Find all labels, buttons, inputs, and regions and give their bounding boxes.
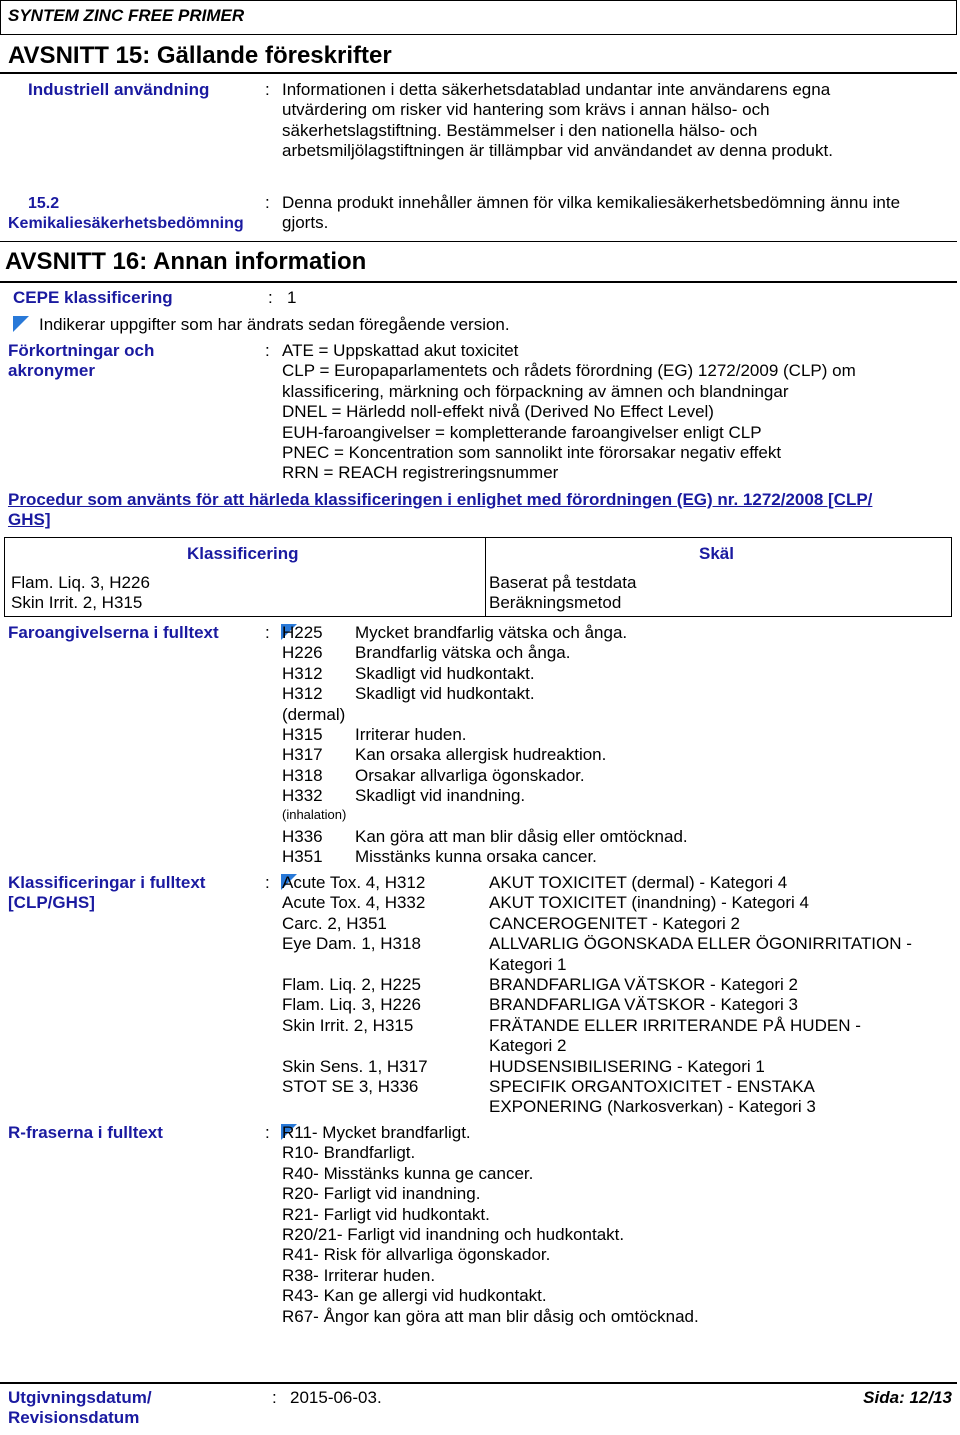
section16-divider xyxy=(0,241,957,242)
abbrev-item: ATE = Uppskattad akut toxicitet xyxy=(282,341,519,360)
class-desc: BRANDFARLIGA VÄTSKOR - Kategori 3 xyxy=(489,995,798,1015)
rphrase-item: R11- Mycket brandfarligt. xyxy=(282,1123,471,1142)
hazard-code: (inhalation) xyxy=(282,806,347,822)
hazard-item xyxy=(282,827,942,847)
class-code: Acute Tox. 4, H312 xyxy=(282,873,426,892)
label-line: Klassificeringar i fulltext xyxy=(8,873,206,892)
rphrase-item: R21- Farligt vid hudkontakt. xyxy=(282,1204,490,1224)
table-cell: Beräkningsmetod xyxy=(489,593,622,613)
colon: : xyxy=(265,623,270,642)
colon: : xyxy=(265,193,270,212)
class-code xyxy=(282,1036,489,1056)
abbrev-item: klassificering, märkning och förpackning av ämnen och blandningar xyxy=(282,381,789,401)
class-item xyxy=(282,1057,952,1077)
text-line: säkerhetslagstiftning. Bestämmelser i den nationella hälso- och xyxy=(282,120,758,140)
section16-title: AVSNITT 16: Annan information xyxy=(5,248,367,275)
colon: : xyxy=(265,873,270,892)
hazard-text: Kan orsaka allergisk hudreaktion. xyxy=(355,745,607,765)
class-desc: ALLVARLIG ÖGONSKADA ELLER ÖGONIRRITATION - xyxy=(489,934,912,954)
heading-line: Procedur som använts för att härleda klassificeringen i enlighet med förordningen (EG) nr. 1272/2008 [CLP/ xyxy=(8,490,873,509)
class-item xyxy=(282,914,952,934)
class-desc: CANCEROGENITET - Kategori 2 xyxy=(489,913,740,933)
colon: : xyxy=(265,80,270,99)
hazard-item xyxy=(282,807,942,827)
product-name: SYNTEM ZINC FREE PRIMER xyxy=(8,6,245,25)
class-code: Flam. Liq. 3, H226 xyxy=(282,995,421,1015)
procedure-heading xyxy=(8,490,948,531)
text-line: utvärdering om risker vid hantering som krävs i annan hälso- och xyxy=(282,100,770,120)
hazard-code: H351 xyxy=(282,847,323,867)
class-desc: FRÄTANDE ELLER IRRITERANDE PÅ HUDEN - xyxy=(489,1015,861,1035)
hazard-text: Orsakar allvarliga ögonskador. xyxy=(355,765,585,785)
label-line: Revisionsdatum xyxy=(8,1408,140,1428)
classes-list xyxy=(282,873,952,1118)
table-col-reason xyxy=(489,573,636,614)
chem-safety-text xyxy=(282,193,900,234)
class-code: Carc. 2, H351 xyxy=(282,913,387,933)
class-code: Skin Irrit. 2, H315 xyxy=(282,1015,414,1035)
hazard-text: Irriterar huden. xyxy=(355,724,467,744)
industrial-use-text xyxy=(282,80,942,162)
hazard-code: (dermal) xyxy=(282,704,346,724)
hazard-text: Skadligt vid inandning. xyxy=(355,786,526,806)
hazard-code: H226 xyxy=(282,643,323,663)
table-cell: Flam. Liq. 3, H226 xyxy=(11,573,150,592)
rphrase-item: R41- Risk för allvarliga ögonskador. xyxy=(282,1245,551,1265)
hazard-item xyxy=(282,766,942,786)
page-number: Sida: 12/13 xyxy=(863,1388,952,1407)
heading-line: GHS] xyxy=(8,510,51,530)
hazard-code: H312 xyxy=(282,684,323,704)
cepe-value: 1 xyxy=(287,288,297,307)
hazard-item xyxy=(282,745,942,765)
abbrev-item: RRN = REACH registreringsnummer xyxy=(282,463,559,483)
hazard-code: H336 xyxy=(282,826,323,846)
class-code: Flam. Liq. 2, H225 xyxy=(282,974,421,994)
rphrase-item: R20/21- Farligt vid inandning och hudkontakt. xyxy=(282,1225,625,1245)
hazard-list xyxy=(282,623,942,868)
rphrases-label: R-fraserna i fulltext xyxy=(8,1123,163,1142)
class-code: Eye Dam. 1, H318 xyxy=(282,934,421,954)
hazard-text: Kan göra att man blir dåsig eller omtöcknad. xyxy=(355,826,688,846)
text-line: gjorts. xyxy=(282,213,329,233)
hazard-text: Skadligt vid hudkontakt. xyxy=(355,684,535,704)
hazard-code: H225 xyxy=(282,623,323,642)
footer-date: 2015-06-03. xyxy=(290,1388,382,1407)
table-cell: Skin Irrit. 2, H315 xyxy=(11,593,143,613)
hazard-item xyxy=(282,725,942,745)
text-line: Informationen i detta säkerhetsdatablad undantar inte användarens egna xyxy=(282,80,831,99)
class-desc: BRANDFARLIGA VÄTSKOR - Kategori 2 xyxy=(489,974,798,994)
hazard-code: H317 xyxy=(282,745,323,765)
hazard-text: Skadligt vid hudkontakt. xyxy=(355,663,535,683)
change-note: Indikerar uppgifter som har ändrats sedan föregående version. xyxy=(39,315,510,334)
footer-divider xyxy=(0,1382,957,1384)
colon: : xyxy=(265,341,270,360)
rphrase-item: R10- Brandfarligt. xyxy=(282,1143,416,1163)
classes-label xyxy=(8,873,205,914)
hazard-item xyxy=(282,684,942,704)
class-desc: HUDSENSIBILISERING - Kategori 1 xyxy=(489,1056,765,1076)
class-item xyxy=(282,1036,952,1056)
rphrase-item: R20- Farligt vid inandning. xyxy=(282,1184,481,1204)
abbrev-item: PNEC = Koncentration som sannolikt inte förorsakar negativ effekt xyxy=(282,443,782,463)
class-desc: Kategori 2 xyxy=(489,1036,567,1056)
table-col-classification xyxy=(11,573,150,614)
label-line: Förkortningar och xyxy=(8,341,155,360)
table-cell: Baserat på testdata xyxy=(489,573,637,592)
class-desc: Kategori 1 xyxy=(489,954,567,974)
class-code xyxy=(282,955,489,975)
class-item xyxy=(282,1016,952,1036)
section-label: Kemikaliesäkerhetsbedömning xyxy=(8,215,244,232)
rphrase-item: R38- Irriterar huden. xyxy=(282,1265,436,1285)
change-marker-icon xyxy=(13,316,29,332)
hazard-code: H312 xyxy=(282,663,323,683)
colon: : xyxy=(272,1388,277,1407)
classification-table xyxy=(4,537,952,617)
footer-date-label xyxy=(8,1388,152,1429)
rphrase-item: R40- Misstänks kunna ge cancer. xyxy=(282,1163,534,1183)
hazard-code: H332 xyxy=(282,786,323,806)
col-header-classification: Klassificering xyxy=(187,544,299,563)
section16-underline xyxy=(0,281,957,283)
class-code: STOT SE 3, H336 xyxy=(282,1076,419,1096)
hazard-item xyxy=(282,623,942,643)
hazard-item xyxy=(282,664,942,684)
abbrev-item: CLP = Europaparlamentets och rådets förordning (EG) 1272/2009 (CLP) om xyxy=(282,361,856,381)
table-divider xyxy=(485,538,486,616)
class-item xyxy=(282,873,952,893)
label-line: Utgivningsdatum/ xyxy=(8,1388,152,1407)
class-code: Acute Tox. 4, H332 xyxy=(282,893,426,913)
class-item xyxy=(282,1077,952,1097)
label-line: akronymer xyxy=(8,361,95,381)
col-header-reason: Skäl xyxy=(699,544,734,563)
hazard-text: Mycket brandfarlig vätska och ånga. xyxy=(355,623,628,642)
industrial-use-label: Industriell användning xyxy=(28,80,210,99)
section15-underline xyxy=(0,72,957,74)
hazard-item xyxy=(282,847,942,867)
class-item xyxy=(282,893,952,913)
chem-safety-label xyxy=(8,194,244,234)
hazard-code: H318 xyxy=(282,765,323,785)
hazard-code: H315 xyxy=(282,724,323,744)
rphrase-item: R43- Kan ge allergi vid hudkontakt. xyxy=(282,1286,547,1306)
abbrev-item: DNEL = Härledd noll-effekt nivå (Derived No Effect Level) xyxy=(282,402,714,422)
class-desc: SPECIFIK ORGANTOXICITET - ENSTAKA xyxy=(489,1076,815,1096)
section-number: 15.2 xyxy=(28,195,60,212)
colon: : xyxy=(268,288,273,307)
colon: : xyxy=(265,1123,270,1142)
hazard-item xyxy=(282,705,942,725)
class-desc: AKUT TOXICITET (dermal) - Kategori 4 xyxy=(489,873,788,892)
abbrev-label xyxy=(8,341,154,382)
class-item xyxy=(282,934,952,954)
rphrase-item: R67- Ångor kan göra att man blir dåsig och omtöcknad. xyxy=(282,1306,699,1326)
rphrases-list xyxy=(282,1123,699,1327)
abbrev-item: EUH-faroangivelser = kompletterande faroangivelser enligt CLP xyxy=(282,422,762,442)
class-item xyxy=(282,975,952,995)
hazard-item xyxy=(282,786,942,806)
class-item xyxy=(282,1097,952,1117)
hazard-item xyxy=(282,643,942,663)
hazard-text: Misstänks kunna orsaka cancer. xyxy=(355,847,597,867)
class-code: Skin Sens. 1, H317 xyxy=(282,1056,428,1076)
class-desc: AKUT TOXICITET (inandning) - Kategori 4 xyxy=(489,893,809,913)
cepe-label: CEPE klassificering xyxy=(13,288,173,307)
text-line: Denna produkt innehåller ämnen för vilka kemikaliesäkerhetsbedömning ännu inte xyxy=(282,193,901,212)
text-line: arbetsmiljölagstiftningen är tillämpbar vid användandet av denna produkt. xyxy=(282,141,833,161)
class-desc: EXPONERING (Narkosverkan) - Kategori 3 xyxy=(489,1097,816,1117)
hazard-text: Brandfarlig vätska och ånga. xyxy=(355,643,571,663)
class-item xyxy=(282,995,952,1015)
class-code xyxy=(282,1097,489,1117)
header-divider xyxy=(0,34,957,35)
class-item xyxy=(282,955,952,975)
abbrev-list xyxy=(282,341,856,484)
hazard-label: Faroangivelserna i fulltext xyxy=(8,623,219,642)
label-line: [CLP/GHS] xyxy=(8,893,95,913)
section15-title: AVSNITT 15: Gällande föreskrifter xyxy=(8,42,392,69)
